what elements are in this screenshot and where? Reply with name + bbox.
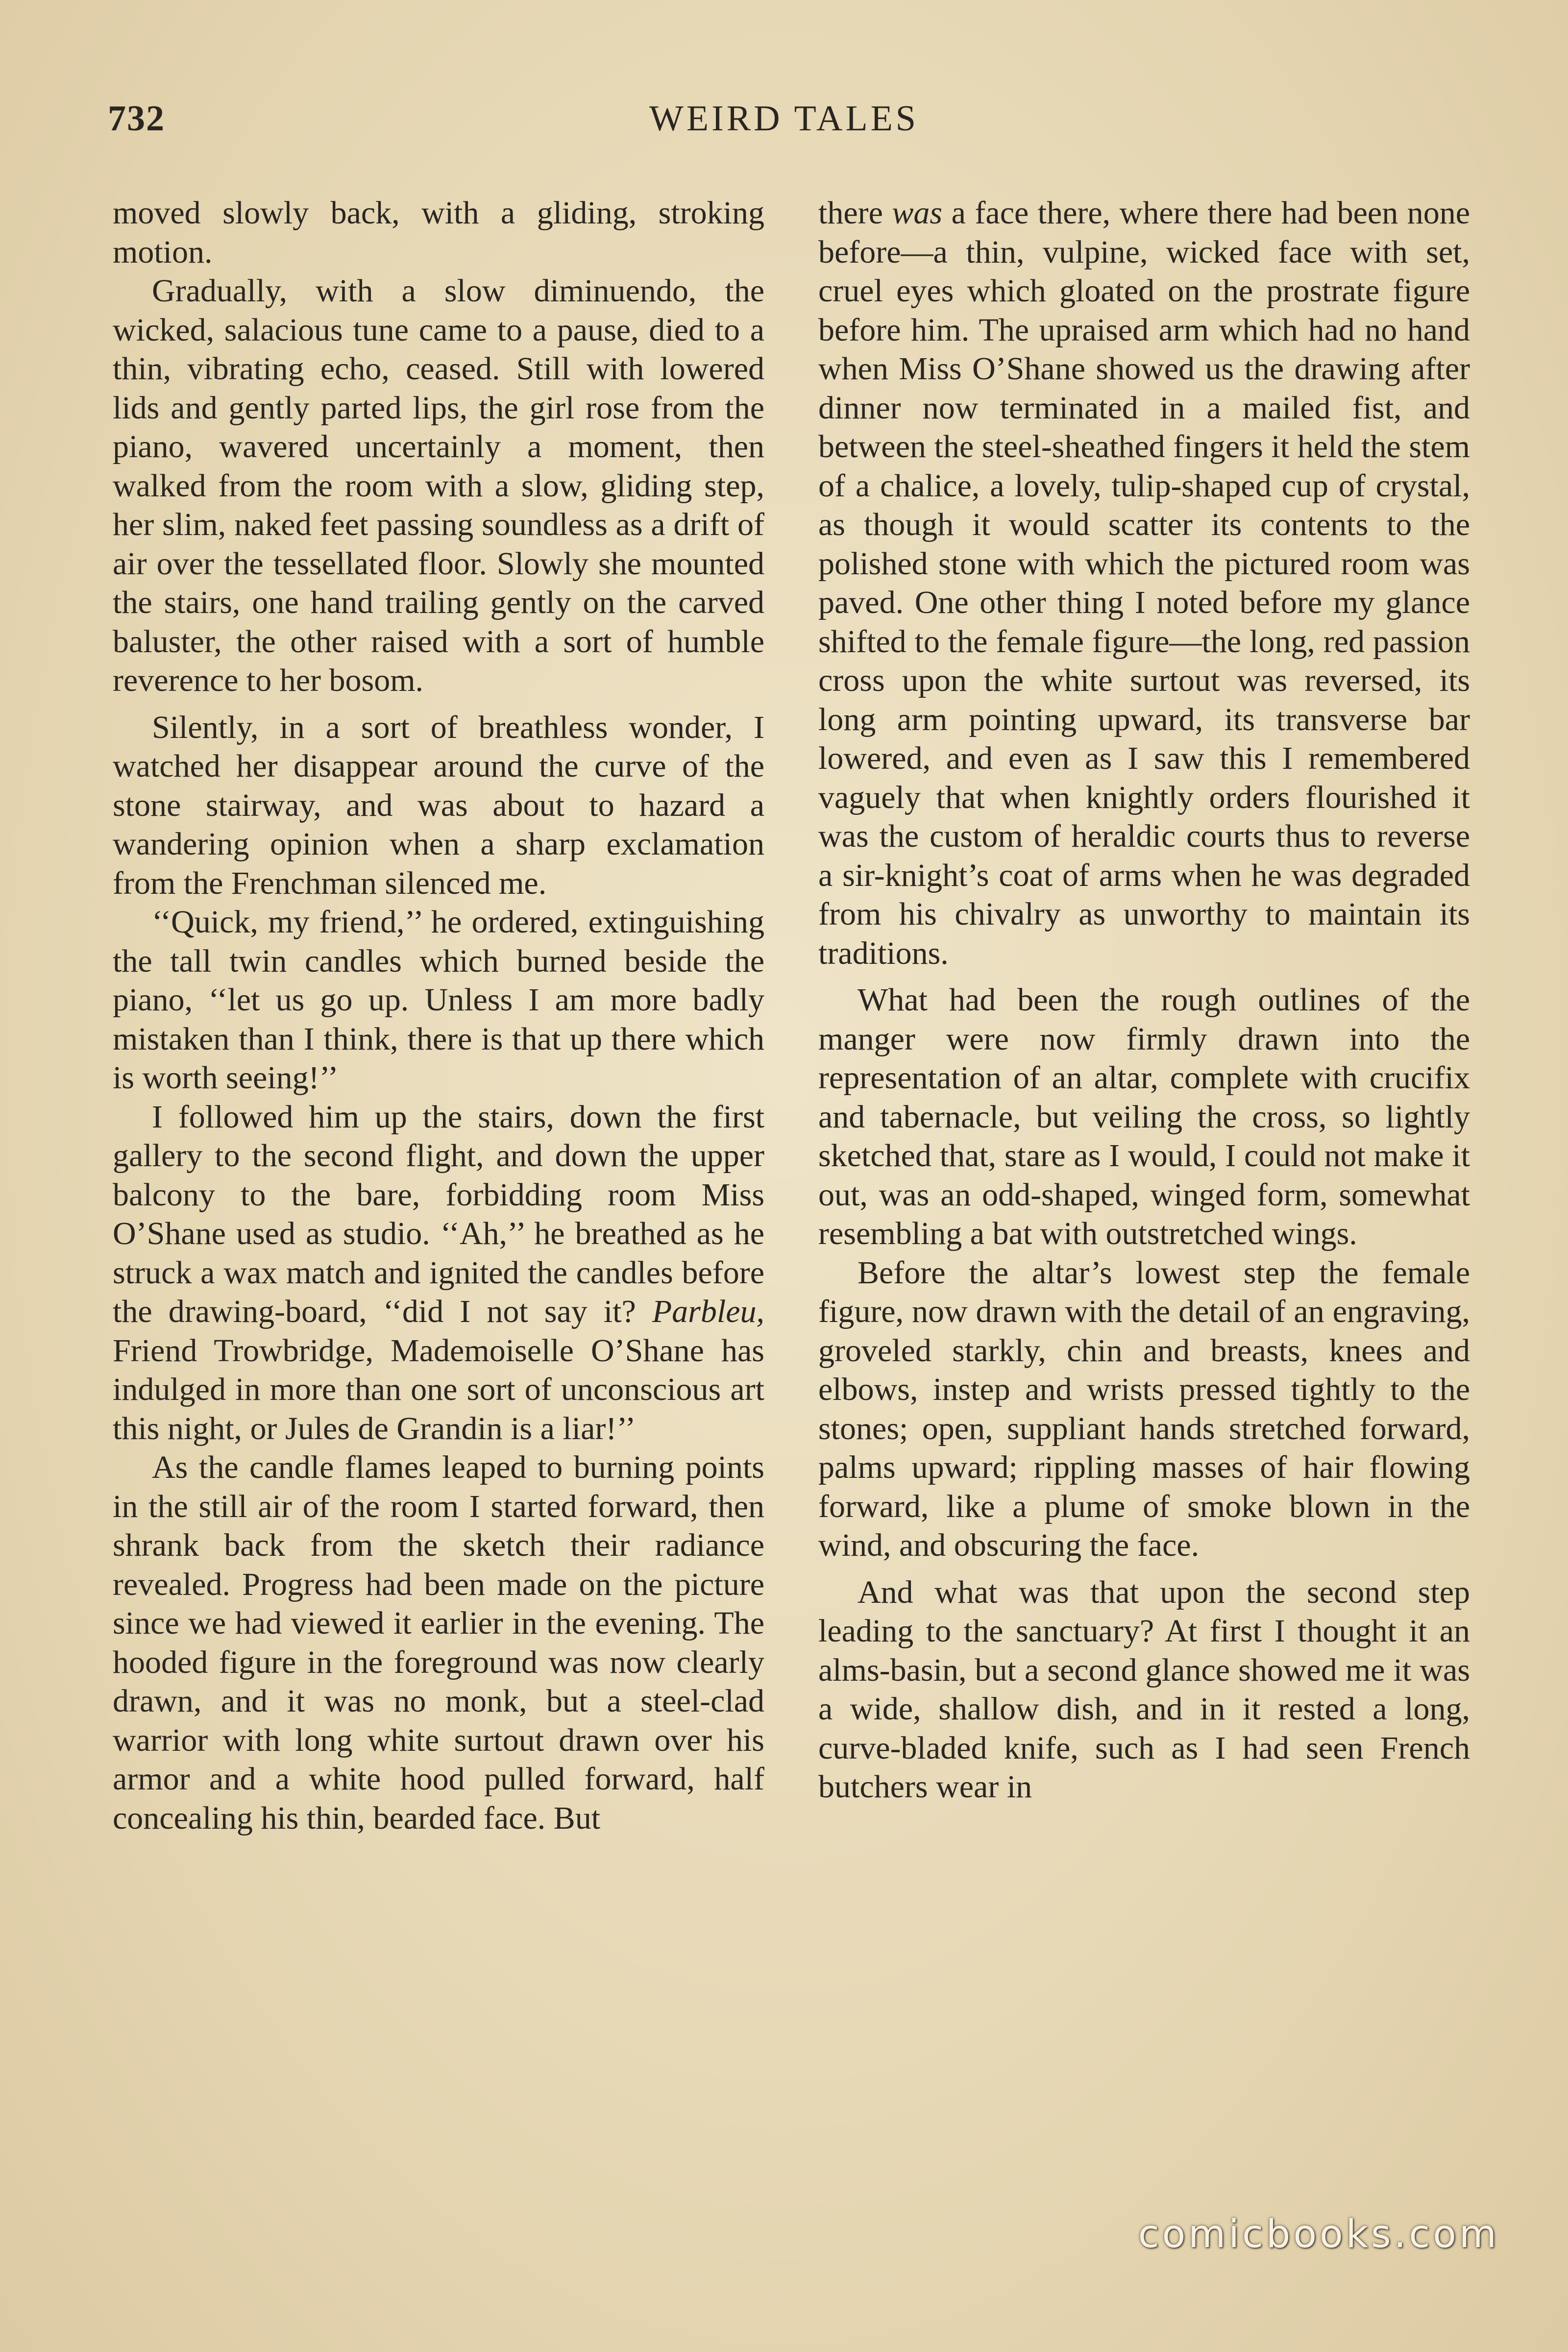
italic-text: was — [892, 195, 943, 231]
right-column — [818, 194, 1470, 2266]
page-header — [103, 98, 1465, 152]
paragraph: As the candle flames leaped to burning points in the still air of the room I started forward, then shrank back from the sketch their radiance revealed. Progress had been made on the picture since we had viewed it earlier in the evening. The hooded figure in the foreground was now clearly drawn, and it was no monk, but a steel-clad warrior with long white surtout drawn over his armor and a white hood pulled forward, half concealing his thin, bearded face. But — [113, 1449, 764, 1836]
page-number: 732 — [108, 98, 165, 139]
text-columns — [113, 194, 1470, 2266]
paragraph: moved slowly back, with a gliding, stroking motion. — [113, 195, 764, 270]
text-run: Friend Trowbridge, Mademoiselle O’Shane has indulged in more than one sort of unconscious art this night, or Jules de Grandin is a liar!’’ — [113, 1332, 764, 1446]
watermark: comicbooks.com — [1138, 2212, 1499, 2256]
paragraph: Gradually, with a slow diminuendo, the wicked, salacious tune came to a pause, died to a thin, vibrating echo, ceased. Still with lowered lids and gently parted lips, the girl rose from the piano, wavered uncertainly a moment, then walked from the room with a slow, gliding step, her slim, naked feet passing soundless as a drift of air over the tessellated floor. Slowly she mounted the stairs, one hand trailing gently on the carved baluster, the other raised with a sort of humble reverence to her bosom. — [113, 273, 764, 698]
text-run: a face there, where there had been none before—a thin, vulpine, wicked face with set, cruel eyes which gloated on the prostrate figure before him. The upraised arm which had no hand when Miss O’Shane showed us the drawing after dinner now terminated in a mailed fist, and between the steel-sheathed fingers it held the stem of a chalice, a lovely, tulip-shaped cup of crystal, as though it would scatter its contents to the polished stone with which the pictured room was paved. One other thing I noted before my glance shifted to the female figure—the long, red passion cross upon the white surtout was reversed, its long arm pointing upward, its transverse bar lowered, and even as I saw this I remembered vaguely that when knightly orders flourished it was the custom of heraldic courts thus to reverse a sir-knight’s coat of arms when he was degraded from his chivalry as unworthy to maintain its traditions. — [818, 195, 1470, 971]
paragraph — [818, 194, 1470, 973]
paragraph: ‘‘Quick, my friend,’’ he ordered, extinguishing the tall twin candles which burned beside the piano, ‘‘let us go up. Unless I am more badly mistaken than I think, there is that up there which is worth seeing!’’ — [113, 904, 764, 1096]
paragraph: What had been the rough outlines of the manger were now firmly drawn into the representation of an altar, complete with crucifix and tabernacle, but veiling the cross, so lightly sketched that, stare as I would, I could not make it out, was an odd-shaped, winged form, somewhat resembling a bat with outstretched wings. — [818, 982, 1470, 1251]
paragraph — [113, 1098, 764, 1448]
paragraph: Before the altar’s lowest step the female figure, now drawn with the detail of an engraving, groveled starkly, chin and breasts, knees and elbows, instep and wrists pressed tightly to the stones; open, suppliant hands stretched forward, palms upward; rippling masses of hair flowing forward, like a plume of smoke blown in the wind, and obscuring the face. — [818, 1254, 1470, 1563]
paragraph: And what was that upon the second step leading to the sanctuary? At first I thought it an alms-basin, but a second glance showed me it was a wide, shallow dish, and in it rested a long, curve-bladed knife, such as I had seen French butchers wear in — [818, 1574, 1470, 1805]
left-column — [113, 194, 764, 2266]
text-run: I followed him up the stairs, down the first gallery to the second flight, and down the upper balcony to the bare, forbidding room Miss O’Shane used as studio. ‘‘Ah,’’ he breathed as he struck a wax match and ignited the candles before the drawing-board, ‘‘did I not say it? — [113, 1099, 764, 1329]
italic-text: Parbleu, — [652, 1294, 764, 1329]
text-run: there — [818, 195, 892, 231]
running-title: WEIRD TALES — [649, 98, 919, 139]
paragraph: Silently, in a sort of breathless wonder, I watched her disappear around the curve of the stone stairway, and was about to hazard a wandering opinion when a sharp exclamation from the Frenchman silenced me. — [113, 709, 764, 901]
